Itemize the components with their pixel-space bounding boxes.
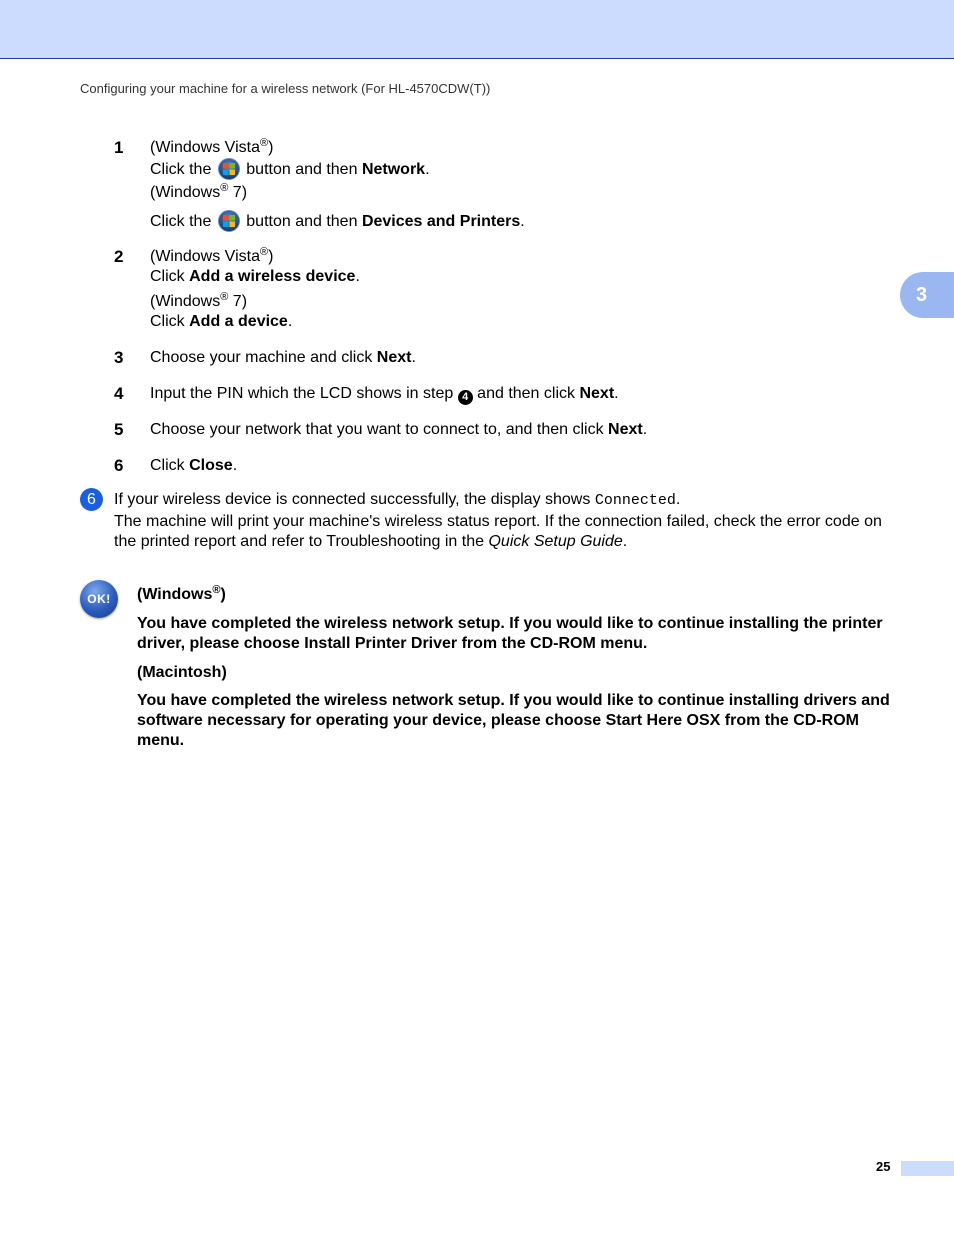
step-number: 5 xyxy=(114,420,124,439)
step-number: 4 xyxy=(114,384,124,403)
step-body: Choose your network that you want to connect to, and then click Next. xyxy=(150,421,648,438)
step-line: (Windows® 7) xyxy=(150,182,248,201)
windows-start-button-icon xyxy=(218,210,240,232)
ok-mac-heading: (Macintosh) xyxy=(137,664,227,681)
registered-mark: ® xyxy=(212,584,221,596)
registered-mark: ® xyxy=(259,137,269,149)
registered-mark: ® xyxy=(220,291,229,303)
step-body: Input the PIN which the LCD shows in step 4 and then click Next. xyxy=(150,385,619,403)
step-number: 3 xyxy=(114,348,124,367)
step-number: 6 xyxy=(114,456,124,475)
step-body xyxy=(150,247,910,332)
step-line: Click the button and then Devices and Printers. xyxy=(150,210,910,232)
registered-mark: ® xyxy=(259,246,269,258)
page-footer-bar xyxy=(901,1161,954,1176)
step-line: Click Add a device. xyxy=(150,313,293,330)
chapter-tab: 3 xyxy=(900,272,954,318)
step-reference-badge: 4 xyxy=(458,390,473,405)
result-line: The machine will print your machine's wireless status report. If the connection failed, check the error code on the printed report and refer to Troubleshooting in the Quick Setup Guide. xyxy=(114,512,882,550)
step-line: Click Add a wireless device. xyxy=(150,268,360,285)
windows-start-button-icon xyxy=(218,158,240,180)
ok-icon: OK! xyxy=(80,580,118,618)
step-body xyxy=(150,138,910,232)
step-body: Click Close. xyxy=(150,457,238,474)
step-line: (Windows Vista®) xyxy=(150,246,274,265)
lcd-message: Connected xyxy=(594,492,676,509)
running-header: Configuring your machine for a wireless network (For HL-4570CDW(T)) xyxy=(80,81,491,96)
result-paragraph xyxy=(114,490,894,553)
step-number: 2 xyxy=(114,247,124,266)
step-line: (Windows Vista®) xyxy=(150,137,274,156)
registered-mark: ® xyxy=(220,182,229,194)
step-line: (Windows® 7) xyxy=(150,291,248,310)
ok-windows-text: You have completed the wireless network setup. If you would like to continue installing the printer driver, please choose Install Printer Driver from the CD-ROM menu. xyxy=(137,615,883,652)
step-body: Choose your machine and click Next. xyxy=(150,349,416,366)
ok-mac-text: You have completed the wireless network setup. If you would like to continue installing drivers and software necessary for operating your device, please choose Start Here OSX from the CD-ROM menu. xyxy=(137,692,890,749)
result-step-badge: 6 xyxy=(80,488,103,511)
top-header-band xyxy=(0,0,954,59)
step-number: 1 xyxy=(114,138,124,157)
page-number: 25 xyxy=(876,1159,891,1174)
ok-windows-heading: (Windows®) xyxy=(137,584,226,603)
result-line: If your wireless device is connected successfully, the display shows Connected. xyxy=(114,491,681,509)
step-line: Click the button and then Network. xyxy=(150,158,910,183)
